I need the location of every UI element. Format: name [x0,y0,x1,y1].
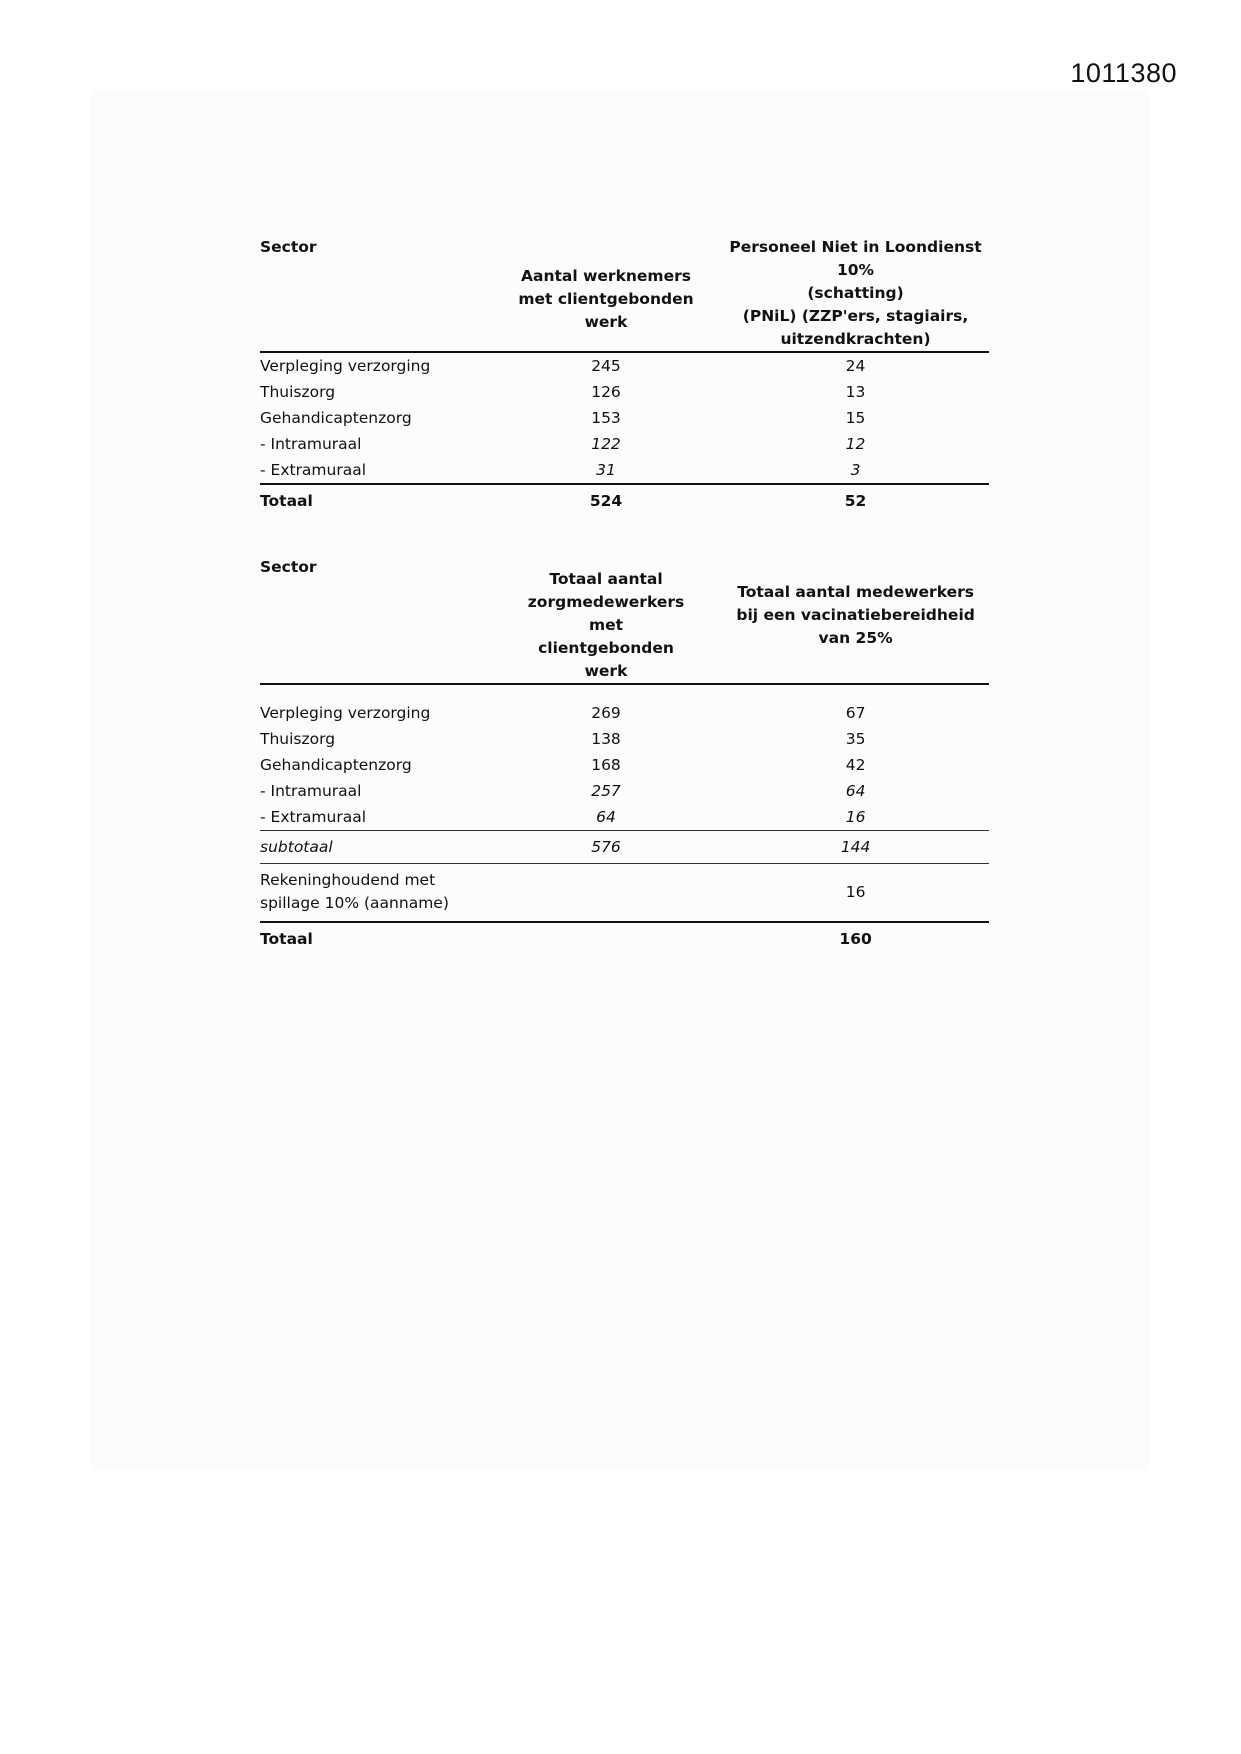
value-cell: 35 [845,730,866,748]
personnel-table [260,236,989,517]
value-cell: 153 [591,409,621,427]
table-row [260,752,989,778]
value-cell: 13 [845,383,866,401]
spillage-row [260,864,989,922]
value-cell: 257 [591,782,621,800]
value-cell: 15 [845,409,866,427]
subtotal-value: 576 [490,831,722,864]
header-sector: Sector [260,556,490,684]
table-row [260,778,989,804]
sector-cell: Thuiszorg [260,730,336,748]
total-row [260,484,989,517]
table-row [260,379,989,405]
spacer-row [260,684,989,700]
document-number: 1011380 [1070,58,1177,88]
value-cell: 67 [845,704,866,722]
sector-cell: - Extramuraal [260,457,490,484]
table-row [260,804,989,831]
subtotal-label: subtotaal [260,831,490,864]
total-value: 52 [844,492,867,510]
spillage-value: 16 [722,864,989,922]
header-pnil: Personeel Niet in Loondienst 10% (schatting) (PNiL) (ZZP'ers, stagiairs, uitzendkrachten) [722,236,989,352]
sector-cell: Verpleging verzorging [260,357,431,375]
value-cell: 42 [845,756,866,774]
value-cell: 122 [591,435,621,453]
value-cell: 126 [591,383,621,401]
value-cell: 24 [845,357,866,375]
header-sector: Sector [260,236,490,352]
value-cell: 269 [591,704,621,722]
sector-cell: Thuiszorg [260,383,336,401]
vaccination-table [260,556,989,955]
value-cell: 64 [845,782,866,800]
total-value: 524 [589,492,623,510]
sector-cell: Verpleging verzorging [260,704,431,722]
total-label: Totaal [260,492,313,510]
value-cell: 31 [490,457,722,484]
sector-cell: - Extramuraal [260,804,490,831]
value-cell: 64 [490,804,722,831]
table-row [260,405,989,431]
total-label: Totaal [260,929,313,948]
value-cell: 245 [591,357,621,375]
table-row [260,726,989,752]
header-employees: Aantal werknemers met clientgebonden werk [490,236,722,352]
value-cell: 12 [845,435,866,453]
sector-cell: Gehandicaptenzorg [260,409,412,427]
sector-cell: Gehandicaptenzorg [260,756,412,774]
table-row [260,352,989,379]
table-row [260,700,989,726]
table-header-row [260,236,989,352]
value-cell: 138 [591,730,621,748]
total-row [260,922,989,955]
table-row [260,431,989,457]
table-header-row [260,556,989,684]
header-vaccination-willingness: Totaal aantal medewerkers bij een vacinatiebereidheid van 25% [722,556,989,684]
spillage-label: Rekeninghoudend met spillage 10% (aanname) [260,864,490,922]
header-care-workers: Totaal aantal zorgmedewerkers met clientgebonden werk [490,556,722,684]
value-cell: 3 [722,457,989,484]
value-cell: 16 [722,804,989,831]
sector-cell: - Intramuraal [260,782,362,800]
subtotal-row [260,831,989,864]
sector-cell: - Intramuraal [260,435,362,453]
table-row [260,457,989,484]
total-value: 160 [839,929,872,948]
subtotal-value: 144 [722,831,989,864]
value-cell: 168 [591,756,621,774]
